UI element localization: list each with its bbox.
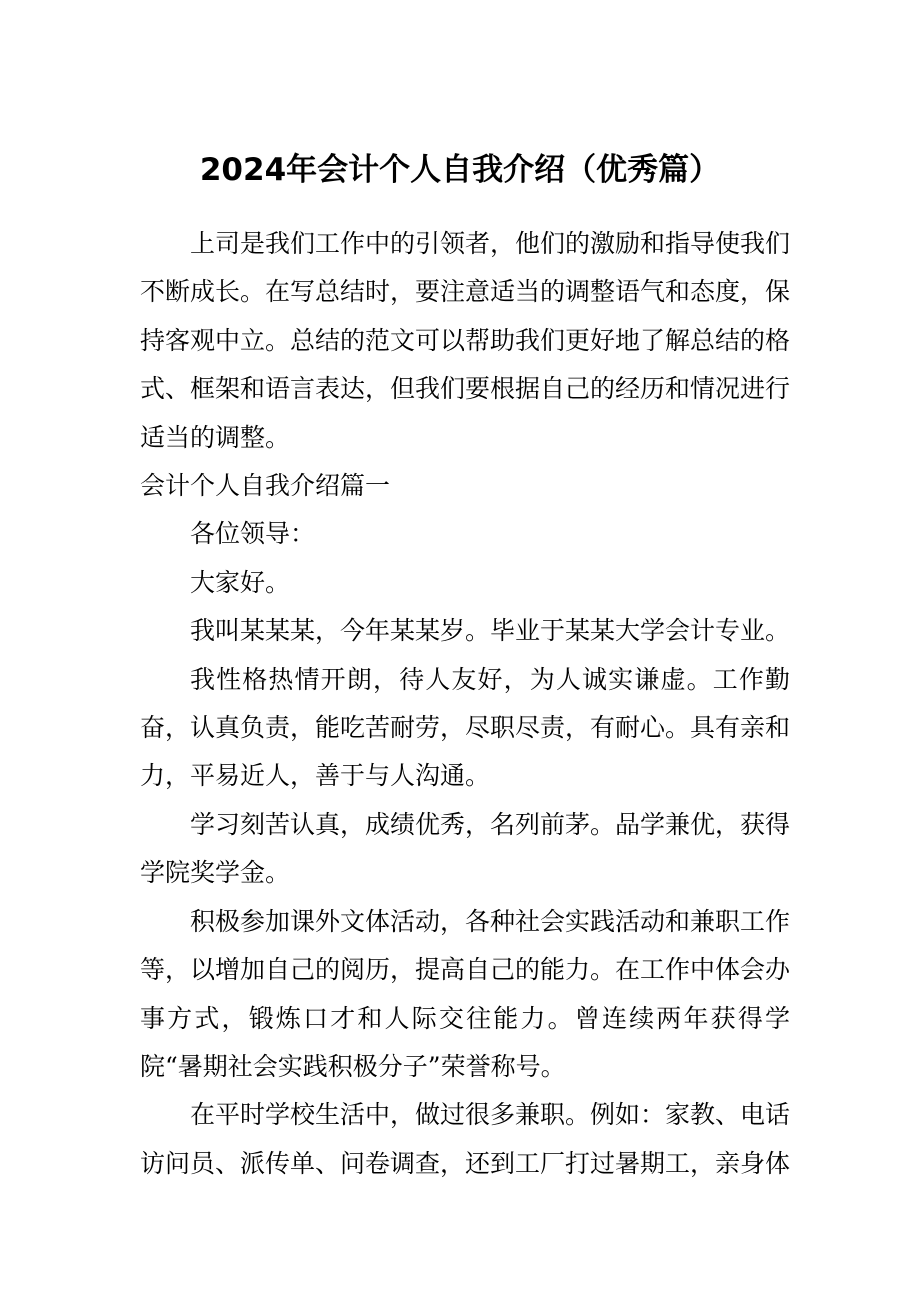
greeting-paragraph: 各位领导： <box>190 519 316 549</box>
intro-paragraph: 上司是我们工作中的引领者，他们的激励和指导使我们不断成长。在写总结时，要注意适当的调整语气和态度，保持客观中立。总结的范文可以帮助我们更好地了解总结的格式、框架和语言表达，但我们要根据自己的经历和情况进行适当的调整。 <box>140 229 791 452</box>
parttime-paragraph: 在平时学校生活中，做过很多兼职。例如：家教、电话访问员、派传单、问卷调查，还到工厂打过暑期工，亲身体 <box>140 1100 791 1178</box>
activities-paragraph: 积极参加课外文体活动，各种社会实践活动和兼职工作等，以增加自己的阅历，提高自己的能力。在工作中体会办事方式，锻炼口才和人际交往能力。曾连续两年获得学院“暑期社会实践积极分子”荣誉称号。 <box>140 906 791 1081</box>
document-body <box>140 220 790 1188</box>
personality-paragraph: 我性格热情开朗，待人友好，为人诚实谦虚。工作勤奋，认真负责，能吃苦耐劳，尽职尽责，有耐心。具有亲和力，平易近人，善于与人沟通。 <box>140 664 791 791</box>
salutation-paragraph: 大家好。 <box>190 567 291 597</box>
document-title: 2024年会计个人自我介绍（优秀篇） <box>199 152 721 188</box>
study-paragraph: 学习刻苦认真，成绩优秀，名列前茅。品学兼优，获得学院奖学金。 <box>140 809 791 888</box>
section-heading: 会计个人自我介绍篇一 <box>140 471 391 501</box>
name-paragraph: 我叫某某某，今年某某岁。毕业于某某大学会计专业。 <box>190 616 791 646</box>
